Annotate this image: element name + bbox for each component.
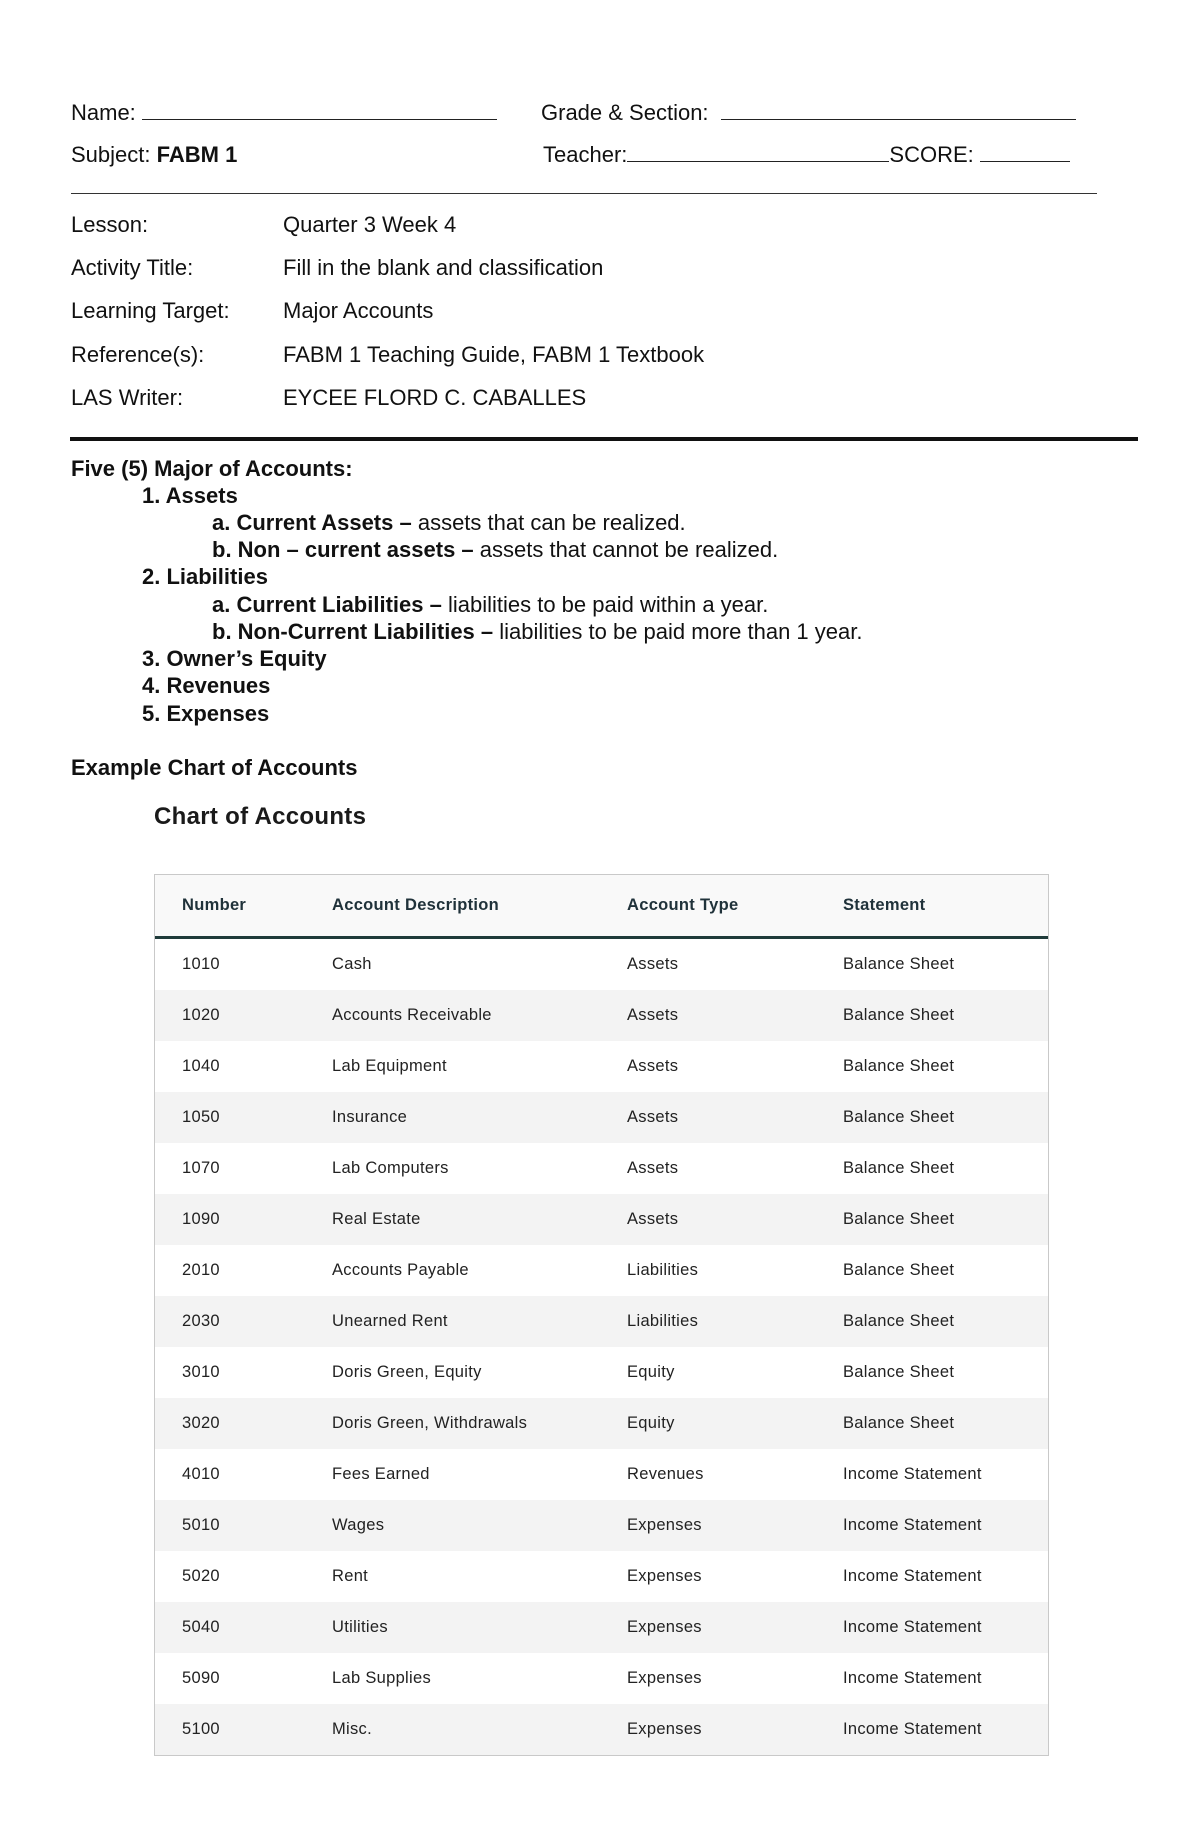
section-divider	[70, 437, 1138, 441]
cell-statement: Balance Sheet	[843, 1159, 955, 1177]
cell-statement: Balance Sheet	[843, 1194, 1048, 1245]
cell-number: 4010	[182, 1465, 220, 1483]
subject-label: Subject:	[71, 142, 151, 167]
non-current-liabilities-term: b. Non-Current Liabilities –	[212, 619, 494, 644]
lesson-label: Lesson:	[71, 212, 149, 237]
cell-description: Accounts Payable	[332, 1261, 469, 1279]
outline-item-non-current-liabilities	[212, 619, 862, 645]
teacher-score-field	[543, 142, 1070, 168]
cell-description: Lab Supplies	[332, 1669, 432, 1687]
table-row	[155, 1704, 1048, 1755]
cell-type: Assets	[627, 1092, 843, 1143]
example-chart-heading: Example Chart of Accounts	[71, 755, 358, 780]
non-current-assets-definition: assets that cannot be realized.	[473, 537, 779, 562]
cell-number: 5020	[182, 1567, 220, 1585]
cell-description: Utilities	[332, 1602, 627, 1653]
cell-number: 1070	[182, 1159, 220, 1177]
table-row	[155, 990, 1048, 1041]
cell-description: Fees Earned	[332, 1465, 430, 1483]
current-liabilities-definition: liabilities to be paid within a year.	[441, 592, 769, 617]
cell-statement: Balance Sheet	[843, 1363, 955, 1381]
activity-title-value: Fill in the blank and classification	[283, 255, 604, 280]
lesson-value: Quarter 3 Week 4	[283, 212, 457, 237]
cell-description: Accounts Receivable	[332, 990, 627, 1041]
cell-number: 1010	[182, 955, 220, 973]
cell-description: Real Estate	[332, 1194, 627, 1245]
cell-type: Expenses	[627, 1669, 702, 1687]
teacher-label: Teacher:	[543, 142, 628, 167]
cell-description: Doris Green, Withdrawals	[332, 1398, 627, 1449]
table-row	[155, 1398, 1048, 1449]
cell-statement: Income Statement	[843, 1465, 982, 1483]
chart-of-accounts-table	[154, 874, 1049, 1756]
name-blank[interactable]	[142, 101, 497, 120]
table-row	[155, 1602, 1048, 1653]
column-header-number: Number	[155, 875, 332, 938]
cell-type: Liabilities	[627, 1261, 699, 1279]
table-row	[155, 1500, 1048, 1551]
cell-number: 1050	[155, 1092, 332, 1143]
cell-statement: Balance Sheet	[843, 1057, 955, 1075]
non-current-liabilities-definition: liabilities to be paid more than 1 year.	[493, 619, 863, 644]
cell-type: Assets	[627, 1159, 679, 1177]
activity-title-label: Activity Title:	[71, 255, 194, 280]
cell-description: Insurance	[332, 1092, 627, 1143]
cell-number: 5010	[155, 1500, 332, 1551]
outline-heading: Five (5) Major of Accounts:	[71, 456, 353, 481]
cell-number: 5090	[182, 1669, 220, 1687]
table-row	[155, 1551, 1048, 1602]
cell-number: 2030	[155, 1296, 332, 1347]
cell-statement: Balance Sheet	[843, 1398, 1048, 1449]
cell-description: Misc.	[332, 1704, 627, 1755]
outline-item-current-liabilities	[212, 592, 768, 618]
column-header-statement: Statement	[843, 875, 1048, 938]
cell-statement: Balance Sheet	[843, 1261, 955, 1279]
current-assets-definition: assets that can be realized.	[411, 510, 686, 535]
cell-statement: Income Statement	[843, 1669, 982, 1687]
table-row	[155, 1143, 1048, 1194]
references-value: FABM 1 Teaching Guide, FABM 1 Textbook	[283, 342, 705, 367]
cell-statement: Income Statement	[843, 1500, 1048, 1551]
name-label: Name:	[71, 100, 136, 125]
table-row	[155, 1041, 1048, 1092]
learning-target-label: Learning Target:	[71, 298, 230, 323]
cell-description: Rent	[332, 1567, 369, 1585]
table-header-row	[155, 875, 1048, 938]
outline-item-revenues: 4. Revenues	[142, 673, 271, 698]
cell-statement: Income Statement	[843, 1602, 1048, 1653]
name-field	[71, 100, 497, 126]
cell-description: Wages	[332, 1500, 627, 1551]
cell-statement: Balance Sheet	[843, 990, 1048, 1041]
cell-number: 3010	[182, 1363, 220, 1381]
outline-item-expenses: 5. Expenses	[142, 701, 270, 726]
cell-statement: Balance Sheet	[843, 955, 955, 973]
table-row	[155, 1194, 1048, 1245]
cell-description: Doris Green, Equity	[332, 1363, 482, 1381]
column-header-account-type: Account Type	[627, 875, 843, 938]
cell-type: Equity	[627, 1398, 843, 1449]
outline-item-liabilities: 2. Liabilities	[142, 564, 268, 589]
cell-type: Assets	[627, 1194, 843, 1245]
non-current-assets-term: b. Non – current assets –	[212, 537, 474, 562]
table-row	[155, 938, 1048, 991]
table-row	[155, 1092, 1048, 1143]
cell-type: Expenses	[627, 1500, 843, 1551]
cell-type: Expenses	[627, 1602, 843, 1653]
cell-type: Expenses	[627, 1567, 702, 1585]
cell-number: 1090	[155, 1194, 332, 1245]
table-row	[155, 1347, 1048, 1398]
current-assets-term: a. Current Assets –	[212, 510, 412, 535]
outline-item-assets: 1. Assets	[142, 483, 238, 508]
cell-type: Liabilities	[627, 1296, 843, 1347]
table-row	[155, 1653, 1048, 1704]
cell-number: 3020	[155, 1398, 332, 1449]
cell-type: Assets	[627, 990, 843, 1041]
cell-number: 5040	[155, 1602, 332, 1653]
cell-statement: Income Statement	[843, 1704, 1048, 1755]
cell-number: 1040	[182, 1057, 220, 1075]
cell-type: Revenues	[627, 1465, 704, 1483]
cell-type: Equity	[627, 1363, 675, 1381]
cell-statement: Balance Sheet	[843, 1296, 1048, 1347]
las-writer-label: LAS Writer:	[71, 385, 184, 410]
table-row	[155, 1296, 1048, 1347]
grade-section-blank[interactable]	[721, 101, 1076, 120]
grade-section-field	[541, 100, 1076, 126]
score-label: SCORE:	[889, 142, 974, 167]
cell-description: Unearned Rent	[332, 1296, 627, 1347]
learning-target-value: Major Accounts	[283, 298, 434, 323]
cell-description: Lab Equipment	[332, 1057, 447, 1075]
header-divider	[71, 193, 1097, 194]
outline-item-non-current-assets	[212, 537, 778, 563]
current-liabilities-term: a. Current Liabilities –	[212, 592, 442, 617]
cell-number: 2010	[182, 1261, 220, 1279]
subject-field	[71, 142, 237, 168]
cell-statement: Balance Sheet	[843, 1092, 1048, 1143]
outline-item-owners-equity: 3. Owner’s Equity	[142, 646, 327, 671]
cell-number: 5100	[155, 1704, 332, 1755]
teacher-blank[interactable]	[627, 143, 889, 162]
score-blank[interactable]	[980, 143, 1070, 162]
grade-section-label: Grade & Section:	[541, 100, 709, 125]
table-row	[155, 1449, 1048, 1500]
cell-description: Lab Computers	[332, 1159, 449, 1177]
cell-type: Expenses	[627, 1704, 843, 1755]
table-row	[155, 1245, 1048, 1296]
cell-description: Cash	[332, 955, 372, 973]
cell-number: 1020	[155, 990, 332, 1041]
chart-title: Chart of Accounts	[154, 803, 367, 830]
outline-item-current-assets	[212, 510, 686, 536]
las-writer-value: EYCEE FLORD C. CABALLES	[283, 385, 587, 410]
cell-type: Assets	[627, 955, 679, 973]
column-header-account-description: Account Description	[332, 875, 627, 938]
references-label: Reference(s):	[71, 342, 205, 367]
cell-type: Assets	[627, 1057, 679, 1075]
subject-value: FABM 1	[156, 142, 238, 167]
cell-statement: Income Statement	[843, 1567, 982, 1585]
